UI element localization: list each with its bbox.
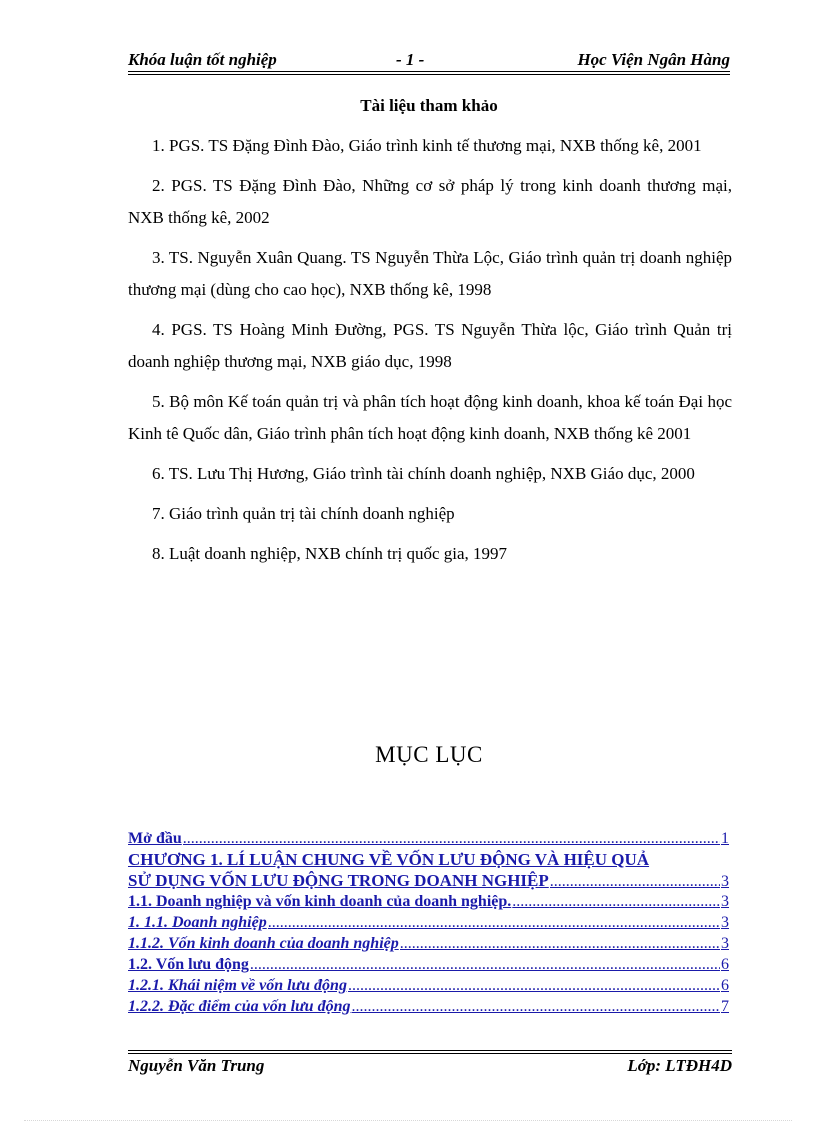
toc-leader — [183, 828, 720, 849]
toc-entry-1-2-2[interactable] — [128, 996, 729, 1017]
reference-item: 8. Luật doanh nghiệp, NXB chính trị quốc gia, 1997 — [152, 544, 508, 563]
page-edge — [24, 1120, 792, 1121]
toc-leader — [250, 954, 720, 975]
toc-page-number: 3 — [721, 914, 729, 931]
toc-entry-1-1-1[interactable] — [128, 912, 729, 933]
toc-page-number: 3 — [721, 873, 729, 890]
toc-entry-label: SỬ DỤNG VỐN LƯU ĐỘNG TRONG DOANH NGHIỆP — [128, 871, 549, 890]
toc-entry-label: 1.2. Vốn lưu động — [128, 956, 249, 973]
reference-item: 5. Bộ môn Kế toán quản trị và phân tích hoạt động kinh doanh, khoa kế toán Đại học Kinh tê Quốc dân, Giáo trình phân tích hoạt động kinh doanh, NXB thống kê 2001 — [128, 392, 732, 443]
toc-page-number: 6 — [721, 977, 729, 994]
reference-item: 6. TS. Lưu Thị Hương, Giáo trình tài chính doanh nghiệp, NXB Giáo dục, 2000 — [152, 464, 695, 483]
reference-item: 7. Giáo trình quản trị tài chính doanh nghiệp — [152, 504, 455, 523]
toc-entry-chapter-1[interactable] — [128, 870, 729, 891]
footer-divider-thin — [128, 1050, 732, 1051]
toc-entry-label: 1. 1.1. Doanh nghiệp — [128, 914, 267, 931]
reference-item: 3. TS. Nguyễn Xuân Quang. TS Nguyễn Thừa Lộc, Giáo trình quản trị doanh nghiệp thương mại (dùng cho cao học), NXB thống kê, 1998 — [128, 248, 732, 299]
references-title: Tài liệu tham khảo — [360, 96, 498, 115]
header-page-number: - 1 - — [396, 50, 425, 69]
toc-entry-intro[interactable] — [128, 828, 729, 849]
toc-entry-label: 1.2.1. Khái niệm về vốn lưu động — [128, 977, 347, 994]
toc-entry-label: 1.1. Doanh nghiệp và vốn kinh doanh của doanh nghiệp. — [128, 893, 512, 910]
header-divider — [128, 71, 730, 72]
toc-page-number: 7 — [721, 998, 729, 1015]
toc-leader — [348, 975, 720, 996]
toc-page-number: 1 — [721, 830, 729, 847]
toc-leader — [550, 871, 720, 891]
toc-entry-1-1-2[interactable] — [128, 933, 729, 954]
toc-chapter-1-title-line1[interactable]: CHƯƠNG 1. LÍ LUẬN CHUNG VỀ VỐN LƯU ĐỘNG VÀ HIỆU QUẢ — [128, 850, 650, 869]
toc-leader — [268, 912, 720, 933]
toc-entry-1-2-1[interactable] — [128, 975, 729, 996]
toc-entry-label: 1.1.2. Vốn kinh doanh của doanh nghiệp — [128, 935, 399, 952]
toc-entry-label: Mở đầu — [128, 830, 182, 847]
footer-class: Lớp: LTĐH4D — [627, 1056, 732, 1075]
toc-leader — [351, 996, 720, 1017]
reference-item: 4. PGS. TS Hoàng Minh Đường, PGS. TS Nguyễn Thừa lộc, Giáo trình Quản trị doanh nghiệp thương mại, NXB giáo dục, 1998 — [128, 320, 732, 371]
page-header — [128, 50, 730, 72]
toc-entry-label: 1.2.2. Đặc điểm của vốn lưu động — [128, 998, 351, 1015]
toc-page-number: 3 — [721, 893, 729, 910]
header-institution: Học Viện Ngân Hàng — [577, 50, 730, 69]
footer-divider — [128, 1053, 732, 1054]
toc-page-number: 6 — [721, 956, 729, 973]
reference-item: 1. PGS. TS Đặng Đình Đào, Giáo trình kinh tế thương mại, NXB thống kê, 2001 — [152, 136, 702, 155]
toc-entry-1-2[interactable] — [128, 954, 729, 975]
toc-page-number: 3 — [721, 935, 729, 952]
table-of-contents — [128, 828, 729, 1017]
toc-leader — [400, 933, 720, 954]
reference-item: 2. PGS. TS Đặng Đình Đào, Những cơ sở pháp lý trong kinh doanh thương mại, NXB thống kê, 2002 — [128, 176, 732, 227]
references-list — [128, 130, 732, 578]
header-thesis-label: Khóa luận tốt nghiệp — [128, 50, 277, 69]
toc-entry-1-1[interactable] — [128, 891, 729, 912]
toc-title: MỤC LỤC — [375, 742, 483, 767]
footer-author: Nguyễn Văn Trung — [128, 1056, 265, 1075]
header-divider-thin — [128, 74, 730, 75]
toc-leader — [512, 891, 720, 912]
